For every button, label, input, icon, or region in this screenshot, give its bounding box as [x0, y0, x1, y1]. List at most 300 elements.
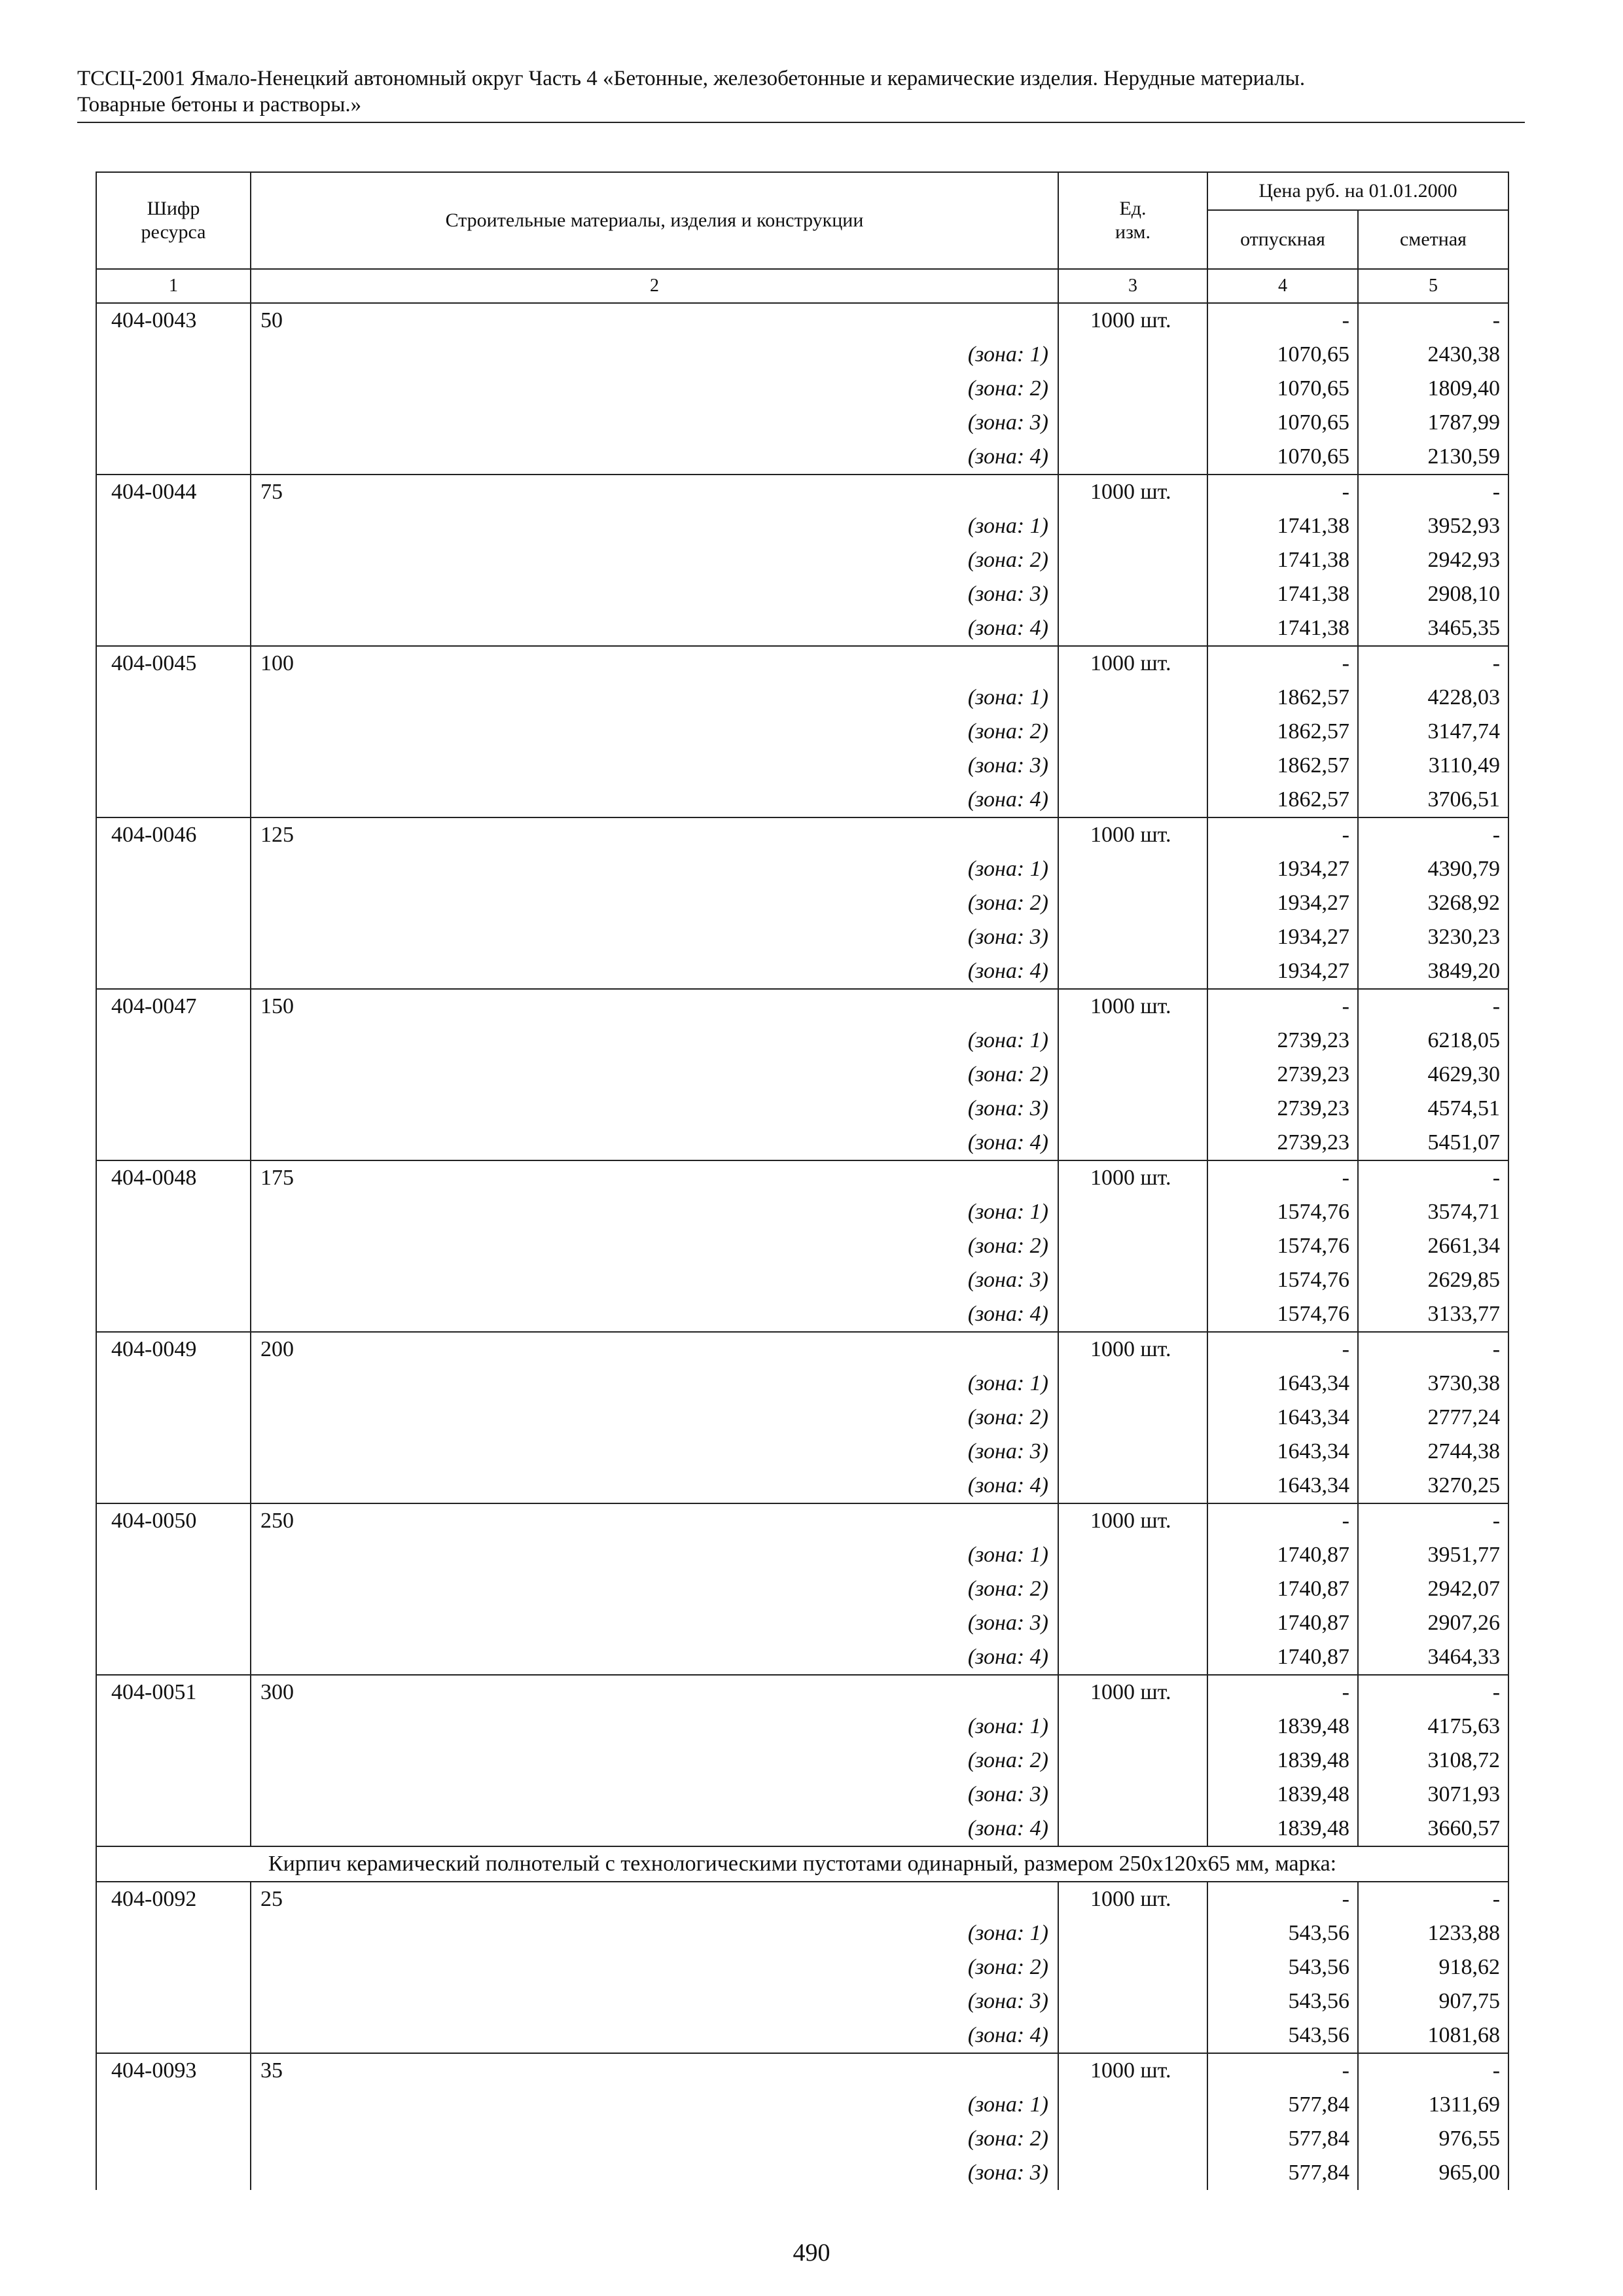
zone-estimate-price: 3849,20 — [1358, 954, 1508, 989]
empty-cell — [96, 406, 251, 440]
empty-cell — [1058, 1367, 1207, 1401]
zone-label: (зона: 1) — [251, 338, 1058, 372]
empty-cell — [96, 749, 251, 783]
zone-row — [96, 2122, 1508, 2156]
empty-cell — [96, 1058, 251, 1092]
zone-release-price: 1862,57 — [1207, 783, 1358, 817]
empty-cell — [96, 1469, 251, 1503]
empty-cell — [1058, 1401, 1207, 1435]
empty-cell — [1058, 1950, 1207, 1984]
empty-cell — [1058, 2088, 1207, 2122]
zone-estimate-price: 4175,63 — [1358, 1710, 1508, 1744]
empty-cell — [1058, 2122, 1207, 2156]
release-price: - — [1207, 1332, 1358, 1367]
zone-label: (зона: 4) — [251, 440, 1058, 475]
zone-release-price: 543,56 — [1207, 1984, 1358, 2018]
resource-row — [96, 2053, 1508, 2088]
header-unit — [1058, 172, 1207, 269]
resource-code: 404-0045 — [96, 646, 251, 681]
resource-unit: 1000 шт. — [1058, 2053, 1207, 2088]
empty-cell — [1058, 1984, 1207, 2018]
zone-estimate-price: 3270,25 — [1358, 1469, 1508, 1503]
zone-label: (зона: 3) — [251, 1778, 1058, 1812]
zone-label: (зона: 3) — [251, 1984, 1058, 2018]
zone-row — [96, 338, 1508, 372]
zone-row — [96, 1916, 1508, 1950]
empty-cell — [96, 509, 251, 543]
zone-release-price: 1839,48 — [1207, 1744, 1358, 1778]
zone-estimate-price: 1233,88 — [1358, 1916, 1508, 1950]
zone-release-price: 577,84 — [1207, 2156, 1358, 2190]
zone-label: (зона: 3) — [251, 749, 1058, 783]
empty-cell — [96, 577, 251, 611]
empty-cell — [1058, 1744, 1207, 1778]
zone-label: (зона: 4) — [251, 1297, 1058, 1332]
empty-cell — [1058, 1195, 1207, 1229]
header-code-line-2: ресурса — [141, 221, 206, 243]
empty-cell — [96, 1606, 251, 1640]
zone-row — [96, 1058, 1508, 1092]
header-unit-line-1: Ед. — [1119, 198, 1147, 219]
empty-cell — [1058, 543, 1207, 577]
zone-row — [96, 886, 1508, 920]
zone-release-price: 1934,27 — [1207, 852, 1358, 886]
resource-code: 404-0046 — [96, 817, 251, 852]
zone-label: (зона: 2) — [251, 1950, 1058, 1984]
resource-grade: 100 — [251, 646, 1058, 681]
zone-row — [96, 681, 1508, 715]
zone-row — [96, 749, 1508, 783]
column-number: 2 — [251, 269, 1058, 303]
estimate-price: - — [1358, 1882, 1508, 1916]
header-estimate: сметная — [1358, 210, 1508, 269]
zone-release-price: 1574,76 — [1207, 1229, 1358, 1263]
header-code — [96, 172, 251, 269]
resource-unit: 1000 шт. — [1058, 303, 1207, 338]
empty-cell — [1058, 852, 1207, 886]
zone-label: (зона: 2) — [251, 886, 1058, 920]
zone-estimate-price: 1081,68 — [1358, 2018, 1508, 2053]
zone-label: (зона: 1) — [251, 509, 1058, 543]
zone-row — [96, 1572, 1508, 1606]
zone-label: (зона: 1) — [251, 1195, 1058, 1229]
zone-release-price: 1574,76 — [1207, 1195, 1358, 1229]
zone-row — [96, 1744, 1508, 1778]
empty-cell — [1058, 338, 1207, 372]
empty-cell — [96, 681, 251, 715]
empty-cell — [96, 852, 251, 886]
resource-group — [96, 646, 1508, 817]
empty-cell — [96, 440, 251, 475]
resource-row — [96, 475, 1508, 509]
empty-cell — [96, 1297, 251, 1332]
resource-row — [96, 817, 1508, 852]
resource-row — [96, 646, 1508, 681]
zone-release-price: 1934,27 — [1207, 886, 1358, 920]
zone-release-price: 1643,34 — [1207, 1367, 1358, 1401]
section — [96, 1846, 1508, 1882]
empty-cell — [1058, 1778, 1207, 1812]
zone-release-price: 2739,23 — [1207, 1092, 1358, 1126]
resource-row — [96, 1882, 1508, 1916]
zone-release-price: 1643,34 — [1207, 1435, 1358, 1469]
empty-cell — [1058, 886, 1207, 920]
zone-estimate-price: 3230,23 — [1358, 920, 1508, 954]
resource-code: 404-0050 — [96, 1503, 251, 1538]
empty-cell — [1058, 1812, 1207, 1846]
zone-estimate-price: 907,75 — [1358, 1984, 1508, 2018]
zone-release-price: 1574,76 — [1207, 1263, 1358, 1297]
resource-row — [96, 1332, 1508, 1367]
empty-cell — [1058, 715, 1207, 749]
page-header — [77, 65, 1517, 118]
zone-row — [96, 1469, 1508, 1503]
zone-row — [96, 1778, 1508, 1812]
zone-row — [96, 440, 1508, 475]
zone-row — [96, 1092, 1508, 1126]
empty-cell — [96, 1778, 251, 1812]
empty-cell — [1058, 611, 1207, 646]
estimate-price: - — [1358, 2053, 1508, 2088]
zone-estimate-price: 3268,92 — [1358, 886, 1508, 920]
zone-label: (зона: 2) — [251, 543, 1058, 577]
estimate-price: - — [1358, 989, 1508, 1024]
estimate-price: - — [1358, 303, 1508, 338]
zone-release-price: 543,56 — [1207, 1950, 1358, 1984]
zone-label: (зона: 2) — [251, 715, 1058, 749]
zone-release-price: 543,56 — [1207, 2018, 1358, 2053]
release-price: - — [1207, 2053, 1358, 2088]
zone-label: (зона: 1) — [251, 852, 1058, 886]
empty-cell — [96, 954, 251, 989]
zone-release-price: 1070,65 — [1207, 338, 1358, 372]
zone-estimate-price: 3574,71 — [1358, 1195, 1508, 1229]
zone-row — [96, 1984, 1508, 2018]
empty-cell — [1058, 1229, 1207, 1263]
empty-cell — [96, 1024, 251, 1058]
resource-unit: 1000 шт. — [1058, 646, 1207, 681]
zone-estimate-price: 1809,40 — [1358, 372, 1508, 406]
zone-label: (зона: 2) — [251, 1572, 1058, 1606]
resource-grade: 75 — [251, 475, 1058, 509]
release-price: - — [1207, 1503, 1358, 1538]
zone-estimate-price: 918,62 — [1358, 1950, 1508, 1984]
table-header — [96, 172, 1508, 303]
zone-estimate-price: 2430,38 — [1358, 338, 1508, 372]
resource-row — [96, 1675, 1508, 1710]
estimate-price: - — [1358, 1160, 1508, 1195]
resource-group — [96, 1882, 1508, 2053]
empty-cell — [1058, 954, 1207, 989]
zone-release-price: 1740,87 — [1207, 1640, 1358, 1675]
zone-estimate-price: 2744,38 — [1358, 1435, 1508, 1469]
zone-estimate-price: 3951,77 — [1358, 1538, 1508, 1572]
release-price: - — [1207, 646, 1358, 681]
zone-row — [96, 783, 1508, 817]
header-code-line-1: Шифр — [147, 198, 200, 219]
zone-label: (зона: 1) — [251, 1538, 1058, 1572]
estimate-price: - — [1358, 1332, 1508, 1367]
zone-estimate-price: 4390,79 — [1358, 852, 1508, 886]
empty-cell — [1058, 1435, 1207, 1469]
resource-code: 404-0044 — [96, 475, 251, 509]
empty-cell — [96, 611, 251, 646]
empty-cell — [96, 1984, 251, 2018]
empty-cell — [1058, 2156, 1207, 2190]
zone-row — [96, 2156, 1508, 2190]
resource-grade: 25 — [251, 1882, 1058, 1916]
zone-estimate-price: 3660,57 — [1358, 1812, 1508, 1846]
resource-unit: 1000 шт. — [1058, 1160, 1207, 1195]
zone-estimate-price: 976,55 — [1358, 2122, 1508, 2156]
zone-label: (зона: 2) — [251, 372, 1058, 406]
zone-label: (зона: 3) — [251, 1092, 1058, 1126]
zone-row — [96, 1401, 1508, 1435]
resource-row — [96, 303, 1508, 338]
zone-release-price: 1741,38 — [1207, 509, 1358, 543]
zone-row — [96, 406, 1508, 440]
empty-cell — [1058, 1024, 1207, 1058]
zone-estimate-price: 2777,24 — [1358, 1401, 1508, 1435]
resource-group — [96, 303, 1508, 475]
zone-row — [96, 715, 1508, 749]
resource-code: 404-0047 — [96, 989, 251, 1024]
empty-cell — [1058, 681, 1207, 715]
zone-label: (зона: 1) — [251, 1916, 1058, 1950]
zone-label: (зона: 2) — [251, 2122, 1058, 2156]
zone-estimate-price: 2908,10 — [1358, 577, 1508, 611]
zone-estimate-price: 2130,59 — [1358, 440, 1508, 475]
header-release: отпускная — [1207, 210, 1358, 269]
empty-cell — [96, 886, 251, 920]
zone-row — [96, 1195, 1508, 1229]
zone-row — [96, 1297, 1508, 1332]
zone-label: (зона: 4) — [251, 2018, 1058, 2053]
empty-cell — [96, 1572, 251, 1606]
zone-row — [96, 852, 1508, 886]
empty-cell — [96, 1263, 251, 1297]
header-unit-line-2: изм. — [1115, 221, 1150, 243]
resource-group — [96, 817, 1508, 989]
resource-code: 404-0049 — [96, 1332, 251, 1367]
zone-estimate-price: 3147,74 — [1358, 715, 1508, 749]
zone-label: (зона: 4) — [251, 1469, 1058, 1503]
empty-cell — [1058, 577, 1207, 611]
zone-estimate-price: 2942,93 — [1358, 543, 1508, 577]
resource-code: 404-0092 — [96, 1882, 251, 1916]
resource-grade: 50 — [251, 303, 1058, 338]
empty-cell — [1058, 783, 1207, 817]
zone-row — [96, 1263, 1508, 1297]
zone-row — [96, 1367, 1508, 1401]
estimate-price: - — [1358, 475, 1508, 509]
zone-row — [96, 1950, 1508, 1984]
zone-release-price: 1740,87 — [1207, 1572, 1358, 1606]
price-table — [96, 171, 1509, 2190]
empty-cell — [1058, 1710, 1207, 1744]
zone-estimate-price: 3071,93 — [1358, 1778, 1508, 1812]
zone-release-price: 1839,48 — [1207, 1778, 1358, 1812]
resource-grade: 200 — [251, 1332, 1058, 1367]
zone-label: (зона: 1) — [251, 1024, 1058, 1058]
zone-release-price: 1643,34 — [1207, 1469, 1358, 1503]
zone-row — [96, 1640, 1508, 1675]
column-number: 1 — [96, 269, 251, 303]
empty-cell — [96, 1435, 251, 1469]
zone-row — [96, 1606, 1508, 1640]
resource-row — [96, 1160, 1508, 1195]
zone-release-price: 2739,23 — [1207, 1058, 1358, 1092]
zone-release-price: 1862,57 — [1207, 681, 1358, 715]
column-number: 3 — [1058, 269, 1207, 303]
zone-estimate-price: 5451,07 — [1358, 1126, 1508, 1160]
zone-estimate-price: 1311,69 — [1358, 2088, 1508, 2122]
empty-cell — [1058, 1538, 1207, 1572]
release-price: - — [1207, 1675, 1358, 1710]
empty-cell — [1058, 1469, 1207, 1503]
empty-cell — [1058, 509, 1207, 543]
resource-group — [96, 989, 1508, 1160]
release-price: - — [1207, 475, 1358, 509]
empty-cell — [1058, 1572, 1207, 1606]
zone-label: (зона: 3) — [251, 2156, 1058, 2190]
zone-row — [96, 1710, 1508, 1744]
header-rule — [77, 122, 1525, 123]
zone-estimate-price: 2629,85 — [1358, 1263, 1508, 1297]
zone-estimate-price: 3108,72 — [1358, 1744, 1508, 1778]
section-title: Кирпич керамический полнотелый с технологическими пустотами одинарный, размером 250х120х65 мм, марка: — [96, 1846, 1508, 1882]
zone-release-price: 1934,27 — [1207, 954, 1358, 989]
resource-group — [96, 1675, 1508, 1846]
empty-cell — [96, 1229, 251, 1263]
zone-estimate-price: 2942,07 — [1358, 1572, 1508, 1606]
zone-label: (зона: 4) — [251, 1640, 1058, 1675]
column-numbers-row — [96, 269, 1508, 303]
empty-cell — [96, 338, 251, 372]
page-number: 490 — [793, 2239, 830, 2267]
resource-group — [96, 475, 1508, 646]
empty-cell — [1058, 920, 1207, 954]
empty-cell — [1058, 1640, 1207, 1675]
header-line-1: ТССЦ-2001 Ямало-Ненецкий автономный округ Часть 4 «Бетонные, железобетонные и керамические изделия. Нерудные материалы. — [77, 67, 1306, 90]
zone-row — [96, 611, 1508, 646]
zone-row — [96, 1538, 1508, 1572]
zone-estimate-price: 3110,49 — [1358, 749, 1508, 783]
resource-unit: 1000 шт. — [1058, 1503, 1207, 1538]
zone-estimate-price: 2661,34 — [1358, 1229, 1508, 1263]
resource-unit: 1000 шт. — [1058, 989, 1207, 1024]
empty-cell — [96, 1126, 251, 1160]
zone-label: (зона: 4) — [251, 783, 1058, 817]
zone-release-price: 1070,65 — [1207, 372, 1358, 406]
zone-label: (зона: 1) — [251, 681, 1058, 715]
resource-group — [96, 1332, 1508, 1503]
zone-release-price: 1934,27 — [1207, 920, 1358, 954]
empty-cell — [96, 1538, 251, 1572]
release-price: - — [1207, 1882, 1358, 1916]
estimate-price: - — [1358, 1503, 1508, 1538]
resource-group — [96, 1503, 1508, 1675]
empty-cell — [1058, 1916, 1207, 1950]
zone-release-price: 2739,23 — [1207, 1024, 1358, 1058]
column-number: 4 — [1207, 269, 1358, 303]
zone-estimate-price: 3133,77 — [1358, 1297, 1508, 1332]
estimate-price: - — [1358, 1675, 1508, 1710]
zone-estimate-price: 3464,33 — [1358, 1640, 1508, 1675]
zone-row — [96, 1812, 1508, 1846]
resource-code: 404-0051 — [96, 1675, 251, 1710]
empty-cell — [96, 1092, 251, 1126]
empty-cell — [96, 372, 251, 406]
resource-grade: 300 — [251, 1675, 1058, 1710]
zone-label: (зона: 3) — [251, 920, 1058, 954]
empty-cell — [96, 1744, 251, 1778]
zone-row — [96, 954, 1508, 989]
resource-grade: 125 — [251, 817, 1058, 852]
zone-label: (зона: 4) — [251, 1812, 1058, 1846]
zone-estimate-price: 3952,93 — [1358, 509, 1508, 543]
zone-release-price: 1862,57 — [1207, 715, 1358, 749]
resource-code: 404-0048 — [96, 1160, 251, 1195]
resource-grade: 175 — [251, 1160, 1058, 1195]
resource-unit: 1000 шт. — [1058, 1675, 1207, 1710]
empty-cell — [96, 2156, 251, 2190]
empty-cell — [96, 1812, 251, 1846]
empty-cell — [96, 2018, 251, 2053]
empty-cell — [1058, 440, 1207, 475]
column-number: 5 — [1358, 269, 1508, 303]
zone-release-price: 543,56 — [1207, 1916, 1358, 1950]
zone-label: (зона: 1) — [251, 2088, 1058, 2122]
resource-grade: 150 — [251, 989, 1058, 1024]
empty-cell — [1058, 1058, 1207, 1092]
zone-row — [96, 1435, 1508, 1469]
zone-row — [96, 1229, 1508, 1263]
zone-release-price: 577,84 — [1207, 2088, 1358, 2122]
zone-label: (зона: 1) — [251, 1367, 1058, 1401]
resource-unit: 1000 шт. — [1058, 1332, 1207, 1367]
estimate-price: - — [1358, 817, 1508, 852]
empty-cell — [96, 1950, 251, 1984]
release-price: - — [1207, 1160, 1358, 1195]
empty-cell — [96, 715, 251, 749]
empty-cell — [96, 1367, 251, 1401]
zone-release-price: 1070,65 — [1207, 406, 1358, 440]
release-price: - — [1207, 303, 1358, 338]
empty-cell — [96, 1195, 251, 1229]
zone-estimate-price: 965,00 — [1358, 2156, 1508, 2190]
zone-row — [96, 2018, 1508, 2053]
release-price: - — [1207, 817, 1358, 852]
zone-release-price: 577,84 — [1207, 2122, 1358, 2156]
zone-row — [96, 1126, 1508, 1160]
zone-estimate-price: 3465,35 — [1358, 611, 1508, 646]
zone-label: (зона: 3) — [251, 1606, 1058, 1640]
zone-estimate-price: 3706,51 — [1358, 783, 1508, 817]
resource-row — [96, 1503, 1508, 1538]
zone-label: (зона: 3) — [251, 406, 1058, 440]
empty-cell — [1058, 1606, 1207, 1640]
zone-release-price: 1643,34 — [1207, 1401, 1358, 1435]
zone-row — [96, 372, 1508, 406]
empty-cell — [96, 1710, 251, 1744]
zone-label: (зона: 1) — [251, 1710, 1058, 1744]
zone-row — [96, 920, 1508, 954]
zone-estimate-price: 4629,30 — [1358, 1058, 1508, 1092]
zone-release-price: 1741,38 — [1207, 611, 1358, 646]
resource-grade: 35 — [251, 2053, 1058, 2088]
zone-release-price: 1741,38 — [1207, 577, 1358, 611]
